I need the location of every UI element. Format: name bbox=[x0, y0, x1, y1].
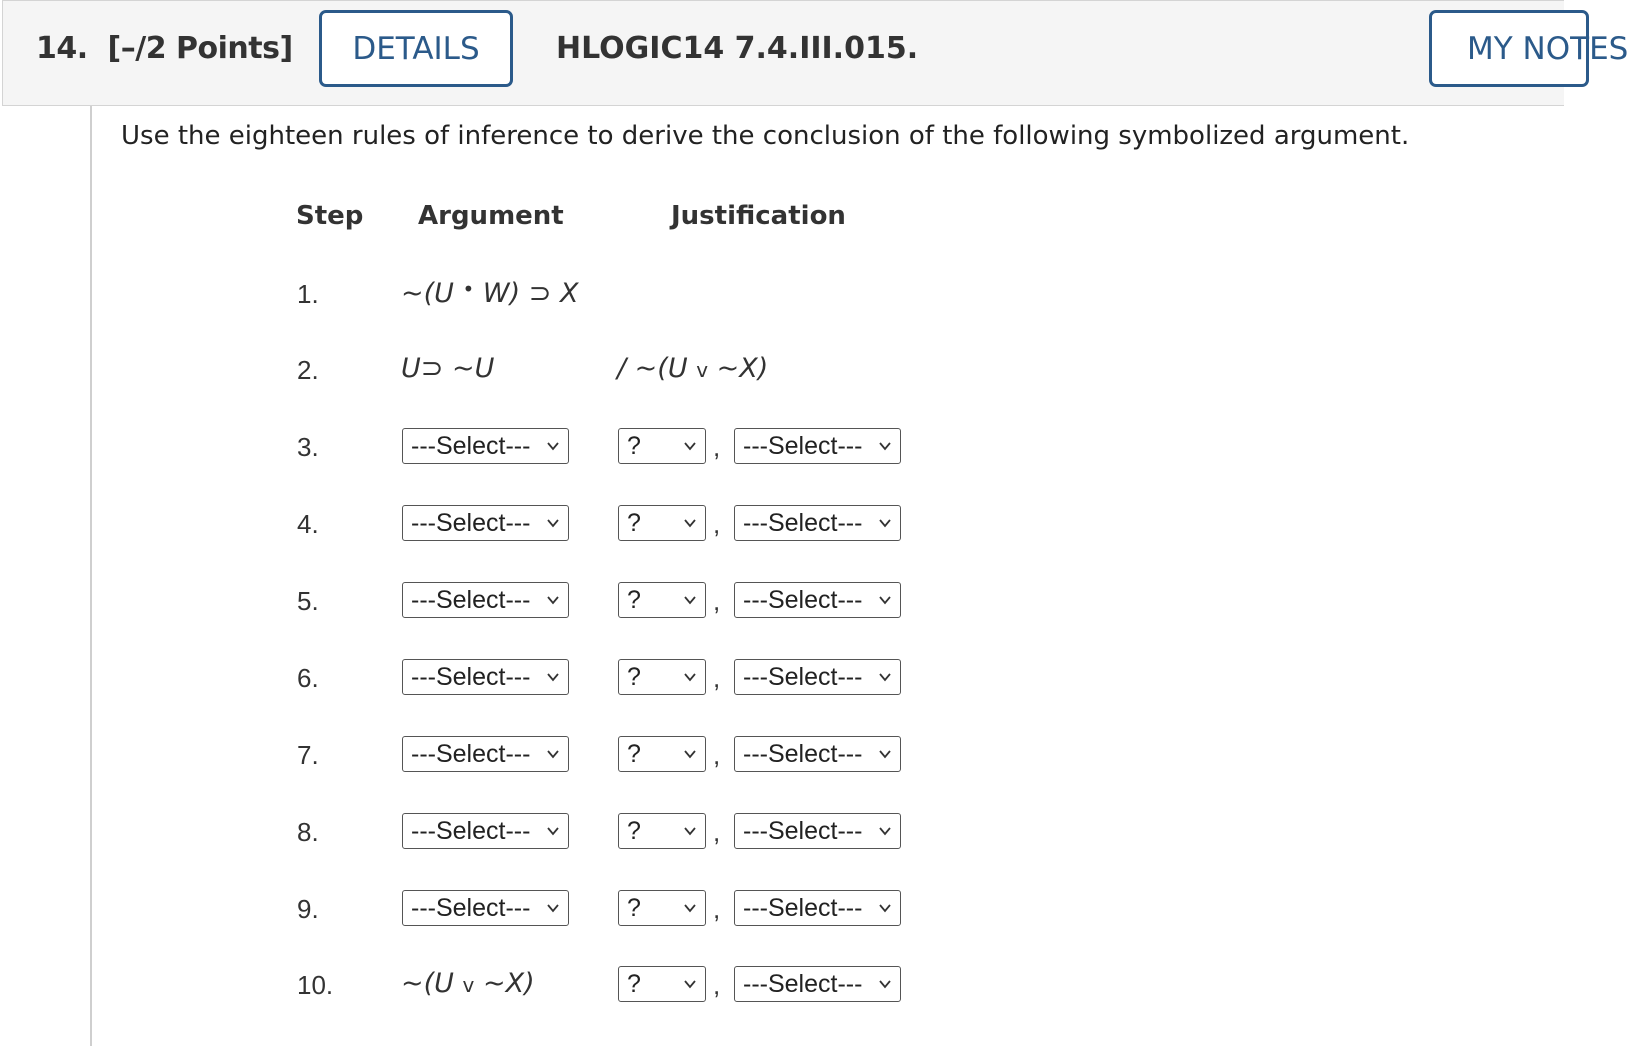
argument-select[interactable]: ---Select--- bbox=[402, 890, 569, 926]
question-code: HLOGIC14 7.4.III.015. bbox=[556, 31, 919, 66]
points-label: [–/2 Points] bbox=[107, 31, 293, 66]
rule-select[interactable]: ? bbox=[618, 428, 706, 464]
chevron-down-icon bbox=[683, 824, 697, 838]
argument-select[interactable]: ---Select--- bbox=[402, 582, 569, 618]
argument-select[interactable]: ---Select--- bbox=[402, 505, 569, 541]
chevron-down-icon bbox=[878, 901, 892, 915]
chevron-down-icon bbox=[878, 977, 892, 991]
argument-select[interactable]: ---Select--- bbox=[402, 428, 569, 464]
chevron-down-icon bbox=[683, 747, 697, 761]
rule-select[interactable]: ? bbox=[618, 890, 706, 926]
chevron-down-icon bbox=[683, 439, 697, 453]
line-reference-select[interactable]: ---Select--- bbox=[734, 582, 901, 618]
chevron-down-icon bbox=[878, 747, 892, 761]
chevron-down-icon bbox=[878, 824, 892, 838]
step-number: 2. bbox=[297, 355, 319, 385]
question-header bbox=[2, 0, 1628, 106]
argument-select[interactable]: ---Select--- bbox=[402, 813, 569, 849]
chevron-down-icon bbox=[878, 670, 892, 684]
separator-comma: , bbox=[713, 970, 721, 1000]
line-reference-select[interactable]: ---Select--- bbox=[734, 813, 901, 849]
premise-formula: U⊃ ~U bbox=[401, 353, 495, 384]
rule-select[interactable]: ? bbox=[618, 582, 706, 618]
step-number: 4. bbox=[297, 509, 319, 539]
chevron-down-icon bbox=[683, 516, 697, 530]
chevron-down-icon bbox=[878, 593, 892, 607]
final-conclusion-formula: ~(U v ~X) bbox=[401, 968, 535, 999]
chevron-down-icon bbox=[683, 977, 697, 991]
line-reference-select[interactable]: ---Select--- bbox=[734, 966, 901, 1002]
line-reference-select[interactable]: ---Select--- bbox=[734, 505, 901, 541]
conclusion-formula: / ~(U v ~X) bbox=[617, 353, 769, 384]
line-reference-select[interactable]: ---Select--- bbox=[734, 428, 901, 464]
chevron-down-icon bbox=[546, 824, 560, 838]
chevron-down-icon bbox=[546, 747, 560, 761]
argument-select[interactable]: ---Select--- bbox=[402, 736, 569, 772]
step-number: 9. bbox=[297, 894, 319, 924]
chevron-down-icon bbox=[546, 901, 560, 915]
step-number: 5. bbox=[297, 586, 319, 616]
chevron-down-icon bbox=[683, 593, 697, 607]
rule-select[interactable]: ? bbox=[618, 966, 706, 1002]
chevron-down-icon bbox=[683, 901, 697, 915]
separator-comma: , bbox=[713, 509, 721, 539]
step-number: 1. bbox=[297, 279, 319, 309]
line-reference-select[interactable]: ---Select--- bbox=[734, 659, 901, 695]
column-header-argument: Argument bbox=[418, 201, 564, 231]
column-header-justification: Justification bbox=[671, 201, 846, 231]
rule-select[interactable]: ? bbox=[618, 505, 706, 541]
details-button[interactable]: DETAILS bbox=[319, 10, 513, 87]
rule-select[interactable]: ? bbox=[618, 736, 706, 772]
step-number: 6. bbox=[297, 663, 319, 693]
step-number: 8. bbox=[297, 817, 319, 847]
line-reference-select[interactable]: ---Select--- bbox=[734, 890, 901, 926]
separator-comma: , bbox=[713, 432, 721, 462]
chevron-down-icon bbox=[683, 670, 697, 684]
step-number: 10. bbox=[297, 970, 334, 1000]
separator-comma: , bbox=[713, 894, 721, 924]
column-header-step: Step bbox=[296, 201, 364, 231]
step-number: 3. bbox=[297, 432, 319, 462]
separator-comma: , bbox=[713, 586, 721, 616]
chevron-down-icon bbox=[546, 439, 560, 453]
chevron-down-icon bbox=[546, 670, 560, 684]
content-left-border bbox=[90, 106, 92, 1046]
step-number: 7. bbox=[297, 740, 319, 770]
chevron-down-icon bbox=[878, 439, 892, 453]
my-notes-button[interactable]: MY NOTES bbox=[1429, 10, 1589, 87]
chevron-down-icon bbox=[546, 593, 560, 607]
separator-comma: , bbox=[713, 663, 721, 693]
chevron-down-icon bbox=[878, 516, 892, 530]
premise-formula: ~(U • W) ⊃ X bbox=[401, 277, 579, 309]
argument-select[interactable]: ---Select--- bbox=[402, 659, 569, 695]
rule-select[interactable]: ? bbox=[618, 813, 706, 849]
line-reference-select[interactable]: ---Select--- bbox=[734, 736, 901, 772]
instructions-text: Use the eighteen rules of inference to derive the conclusion of the following symbolized argument. bbox=[121, 121, 1410, 151]
chevron-down-icon bbox=[546, 516, 560, 530]
rule-select[interactable]: ? bbox=[618, 659, 706, 695]
separator-comma: , bbox=[713, 740, 721, 770]
question-number: 14. [–/2 Points] bbox=[36, 31, 293, 66]
separator-comma: , bbox=[713, 817, 721, 847]
